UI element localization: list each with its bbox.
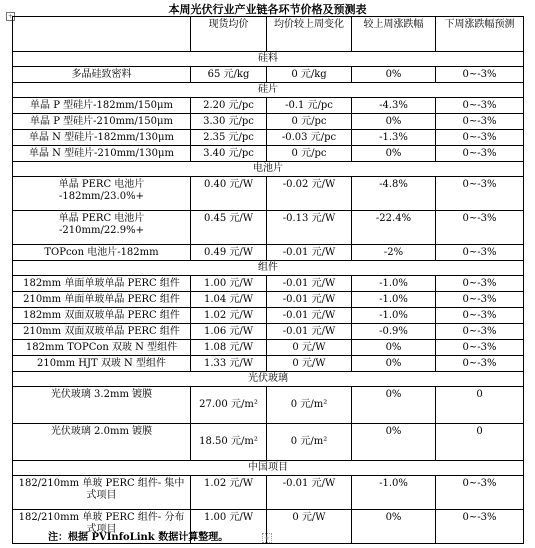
table-row xyxy=(13,245,524,261)
cell-forecast: 0~-3% xyxy=(436,276,524,292)
cell-price: 1.02 元/W xyxy=(191,308,267,324)
cell-price: 1.33 元/W xyxy=(191,356,267,372)
cell-pct: -4.8% xyxy=(352,177,436,211)
cell-pct: -4.3% xyxy=(352,98,436,114)
cell-pct: -1.0% xyxy=(352,476,436,510)
cell-forecast: 0~-3% xyxy=(436,114,524,130)
table-row xyxy=(13,276,524,292)
cell-pct: -0.9% xyxy=(352,324,436,340)
cell-item: 210mm 单面单玻单晶 PERC 组件 xyxy=(13,292,191,308)
cell-pct: -22.4% xyxy=(352,211,436,245)
cell-price: 1.06 元/W xyxy=(191,324,267,340)
cell-change: 0 元/pc xyxy=(267,146,352,162)
cell-change: 0 元/W xyxy=(267,356,352,372)
table-row xyxy=(13,356,524,372)
cell-forecast: 0~-3% xyxy=(436,98,524,114)
table-row xyxy=(13,476,524,510)
table-row xyxy=(13,387,524,424)
anchor-marker: + xyxy=(262,533,272,543)
cell-forecast: 0 xyxy=(436,424,524,461)
cell-price: 27.00 元/m² xyxy=(191,387,267,424)
section-row xyxy=(13,162,524,177)
cell-change: 0 元/W xyxy=(267,510,352,544)
cell-price: 1.00 元/W xyxy=(191,276,267,292)
cell-change: -0.1 元/pc xyxy=(267,98,352,114)
cell-price: 1.02 元/W xyxy=(191,476,267,510)
section-title: 硅料 xyxy=(13,52,524,67)
table-row xyxy=(13,114,524,130)
cell-pct: -1.0% xyxy=(352,308,436,324)
cell-price: 65 元/kg xyxy=(191,67,267,83)
cell-change: 0 元/m² xyxy=(267,424,352,461)
cell-change: 0 元/W xyxy=(267,340,352,356)
cell-price: 0.40 元/W xyxy=(191,177,267,211)
table-row xyxy=(13,211,524,245)
table-row xyxy=(13,146,524,162)
cell-price: 18.50 元/m² xyxy=(191,424,267,461)
cell-item: 182/210mm 单玻 PERC 组件- 分布式项目 xyxy=(13,510,191,544)
cell-price: 0.49 元/W xyxy=(191,245,267,261)
cell-forecast: 0~-3% xyxy=(436,340,524,356)
table-row xyxy=(13,130,524,146)
cell-forecast: 0~-3% xyxy=(436,292,524,308)
cell-forecast: 0~-3% xyxy=(436,67,524,83)
cell-pct: 0% xyxy=(352,356,436,372)
cell-price: 3.40 元/pc xyxy=(191,146,267,162)
cell-item: 单晶 PERC 电池片 -210mm/22.9%+ xyxy=(13,211,191,245)
cell-item: 光伏玻璃 3.2mm 镀膜 xyxy=(13,387,191,424)
section-title: 光伏玻璃 xyxy=(13,372,524,387)
cell-change: 0 元/pc xyxy=(267,114,352,130)
cell-price: 2.35 元/pc xyxy=(191,130,267,146)
header-cell-change: 均价较上周变化 xyxy=(267,17,352,52)
cell-forecast: 0~-3% xyxy=(436,356,524,372)
cell-forecast: 0~-3% xyxy=(436,245,524,261)
cell-item: 多晶硅致密料 xyxy=(13,67,191,83)
cell-item: 182/210mm 单玻 PERC 组件- 集中式项目 xyxy=(13,476,191,510)
cell-item: 单晶 P 型硅片-182mm/150μm xyxy=(13,98,191,114)
cell-change: -0.01 元/W xyxy=(267,245,352,261)
table-row xyxy=(13,340,524,356)
cell-price: 1.08 元/W xyxy=(191,340,267,356)
cell-forecast: 0 xyxy=(436,387,524,424)
table-row xyxy=(13,292,524,308)
cell-item: 单晶 N 型硅片-210mm/130μm xyxy=(13,146,191,162)
cell-forecast: 0~-3% xyxy=(436,476,524,510)
table-row xyxy=(13,308,524,324)
cell-change: 0 元/m² xyxy=(267,387,352,424)
header-cell-forecast: 下周涨跌幅预测 xyxy=(436,17,524,52)
cell-forecast: 0~-3% xyxy=(436,324,524,340)
cell-price: 3.30 元/pc xyxy=(191,114,267,130)
cell-pct: -1.3% xyxy=(352,130,436,146)
table-move-handle[interactable]: + xyxy=(7,13,14,20)
cell-pct: 0% xyxy=(352,114,436,130)
cell-pct: -1.0% xyxy=(352,292,436,308)
cell-price: 2.20 元/pc xyxy=(191,98,267,114)
cell-forecast: 0~-3% xyxy=(436,130,524,146)
cell-pct: 0% xyxy=(352,340,436,356)
cell-forecast: 0~-3% xyxy=(436,211,524,245)
cell-item: 210mm HJT 双玻 N 型组件 xyxy=(13,356,191,372)
cell-change: -0.01 元/W xyxy=(267,308,352,324)
cell-change: -0.13 元/W xyxy=(267,211,352,245)
section-title: 硅片 xyxy=(13,83,524,98)
section-row xyxy=(13,372,524,387)
cell-item: 210mm 双面双玻单晶 PERC 组件 xyxy=(13,324,191,340)
cell-item: 单晶 P 型硅片-210mm/150μm xyxy=(13,114,191,130)
cell-forecast: 0~-3% xyxy=(436,510,524,544)
cell-item: 182mm 双面双玻单晶 PERC 组件 xyxy=(13,308,191,324)
section-row xyxy=(13,261,524,276)
header-row xyxy=(13,17,524,52)
cell-change: -0.03 元/pc xyxy=(267,130,352,146)
header-cell-item xyxy=(13,17,191,52)
cell-change: -0.01 元/W xyxy=(267,476,352,510)
cell-change: -0.01 元/W xyxy=(267,324,352,340)
table-row xyxy=(13,67,524,83)
cell-change: -0.01 元/W xyxy=(267,276,352,292)
table-row xyxy=(13,98,524,114)
footnote: 注：根据 PVInfoLink 数据计算整理。 xyxy=(48,532,229,543)
table-row xyxy=(13,424,524,461)
section-title: 电池片 xyxy=(13,162,524,177)
section-title: 组件 xyxy=(13,261,524,276)
cell-item: 182mm TOPCon 双玻 N 型组件 xyxy=(13,340,191,356)
cell-change: -0.02 元/W xyxy=(267,177,352,211)
cell-price: 1.04 元/W xyxy=(191,292,267,308)
cell-item: 光伏玻璃 2.0mm 镀膜 xyxy=(13,424,191,461)
section-row xyxy=(13,83,524,98)
cell-forecast: 0~-3% xyxy=(436,177,524,211)
table-title: 本周光伏行业产业链各环节价格及预测表 xyxy=(168,3,367,16)
cell-forecast: 0~-3% xyxy=(436,146,524,162)
section-row xyxy=(13,461,524,476)
cell-item: 单晶 PERC 电池片 -182mm/23.0%+ xyxy=(13,177,191,211)
cell-pct: 0% xyxy=(352,146,436,162)
cell-item: 单晶 N 型硅片-182mm/130μm xyxy=(13,130,191,146)
cell-price: 0.45 元/W xyxy=(191,211,267,245)
header-cell-price: 现货均价 xyxy=(191,17,267,52)
cell-forecast: 0~-3% xyxy=(436,308,524,324)
section-title: 中国项目 xyxy=(13,461,524,476)
cell-item: 182mm 单面单玻单晶 PERC 组件 xyxy=(13,276,191,292)
table-row xyxy=(13,324,524,340)
cell-change: -0.01 元/W xyxy=(267,292,352,308)
cell-pct: 0% xyxy=(352,510,436,544)
header-cell-pct: 较上周涨跌幅 xyxy=(352,17,436,52)
cell-change: 0 元/kg xyxy=(267,67,352,83)
table-row xyxy=(13,177,524,211)
cell-item: TOPcon 电池片-182mm xyxy=(13,245,191,261)
cell-pct: 0% xyxy=(352,424,436,461)
cell-pct: -2% xyxy=(352,245,436,261)
cell-pct: 0% xyxy=(352,387,436,424)
cell-pct: -1.0% xyxy=(352,276,436,292)
cell-price: 1.00 元/W xyxy=(191,510,267,544)
section-row xyxy=(13,52,524,67)
price-table xyxy=(12,16,524,544)
cell-pct: 0% xyxy=(352,67,436,83)
